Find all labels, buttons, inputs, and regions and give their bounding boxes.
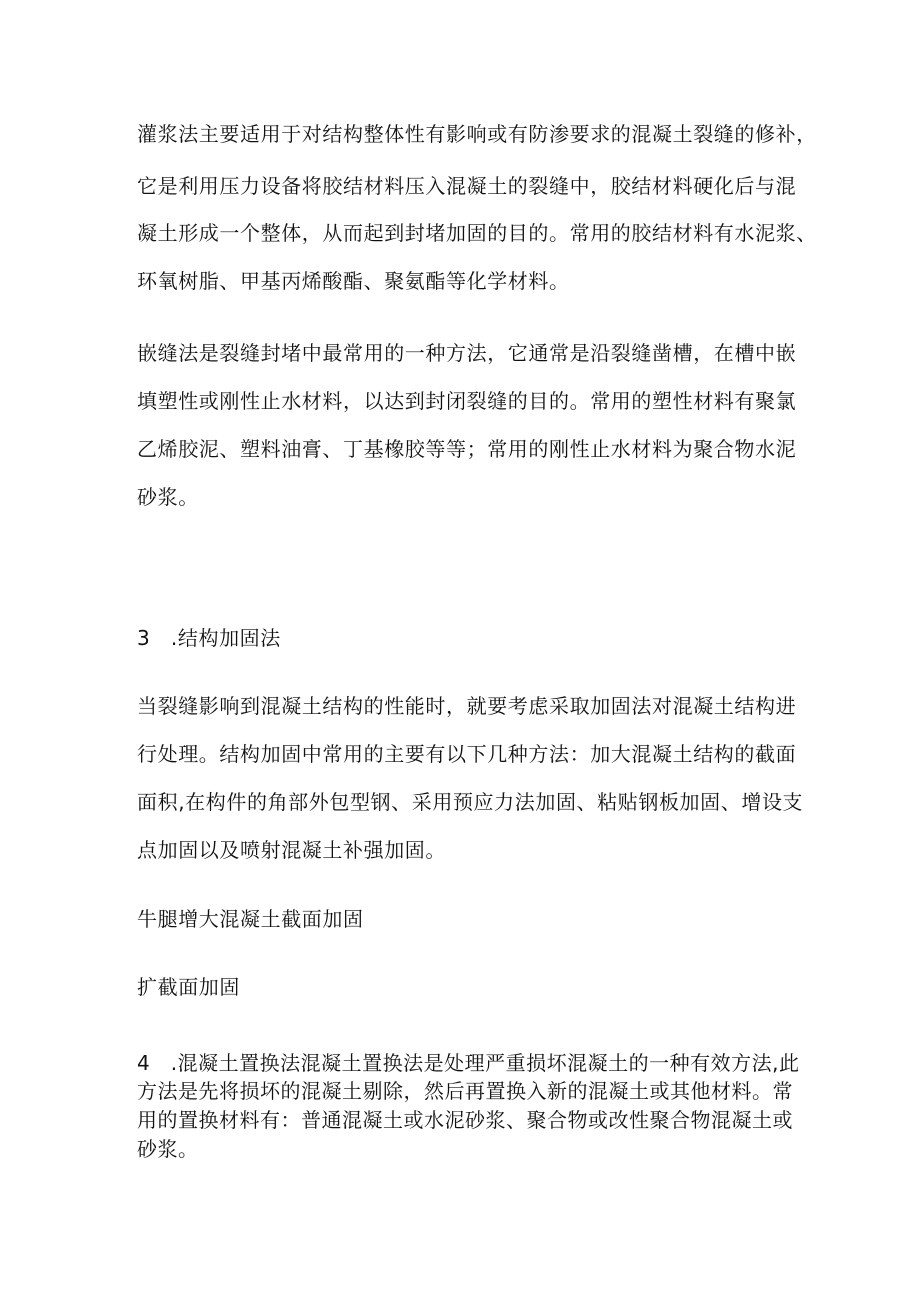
paragraph-grouting-line-2: 它是利用压力设备将胶结材料压入混凝土的裂缝中，胶结材料硬化后与混 (137, 174, 797, 198)
paragraph-reinforcement-line-4: 点加固以及喷射混凝土补强加固。 (137, 838, 446, 862)
paragraph-caulking-line-4: 砂浆。 (137, 485, 199, 509)
paragraph-grouting-line-3: 凝土形成一个整体，从而起到封堵加固的目的。常用的胶结材料有水泥浆、 (137, 221, 817, 245)
figure-caption-section-enlargement: 扩截面加固 (137, 975, 240, 999)
paragraph-replacement-line-4: 砂浆。 (137, 1137, 199, 1161)
paragraph-replacement-line-3: 用的置换材料有：普通混凝土或水泥砂浆、聚合物或改性聚合物混凝土或 (137, 1108, 793, 1132)
section-heading-3: 3 .结构加固法 (137, 626, 281, 650)
paragraph-replacement-line-2: 方法是先将损坏的混凝土剔除，然后再置换入新的混凝土或其他材料。常 (137, 1079, 793, 1103)
paragraph-reinforcement-line-1: 当裂缝影响到混凝土结构的性能时，就要考虑采取加固法对混凝土结构进 (137, 694, 797, 718)
figure-caption-corbel: 牛腿增大混凝土截面加固 (137, 907, 364, 931)
paragraph-caulking-line-2: 填塑性或刚性止水材料，以达到封闭裂缝的目的。常用的塑性材料有聚氯 (137, 389, 797, 413)
paragraph-caulking-line-3: 乙烯胶泥、塑料油膏、丁基橡胶等等；常用的刚性止水材料为聚合物水泥 (137, 437, 797, 461)
paragraph-grouting-line-1: 灌浆法主要适用于对结构整体性有影响或有防渗要求的混凝土裂缝的修补， (137, 122, 817, 146)
paragraph-reinforcement-line-3: 面积,在构件的角部外包型钢、采用预应力法加固、粘贴钢板加固、增设支 (137, 790, 804, 814)
paragraph-reinforcement-line-2: 行处理。结构加固中常用的主要有以下几种方法：加大混凝土结构的截面 (137, 742, 797, 766)
paragraph-caulking-line-1: 嵌缝法是裂缝封堵中最常用的一种方法，它通常是沿裂缝凿槽，在槽中嵌 (137, 341, 797, 365)
paragraph-replacement-line-1: 4 .混凝土置换法混凝土置换法是处理严重损坏混凝土的一种有效方法,此 (137, 1051, 800, 1075)
paragraph-grouting-line-4: 环氧树脂、甲基丙烯酸酯、聚氨酯等化学材料。 (137, 269, 570, 293)
